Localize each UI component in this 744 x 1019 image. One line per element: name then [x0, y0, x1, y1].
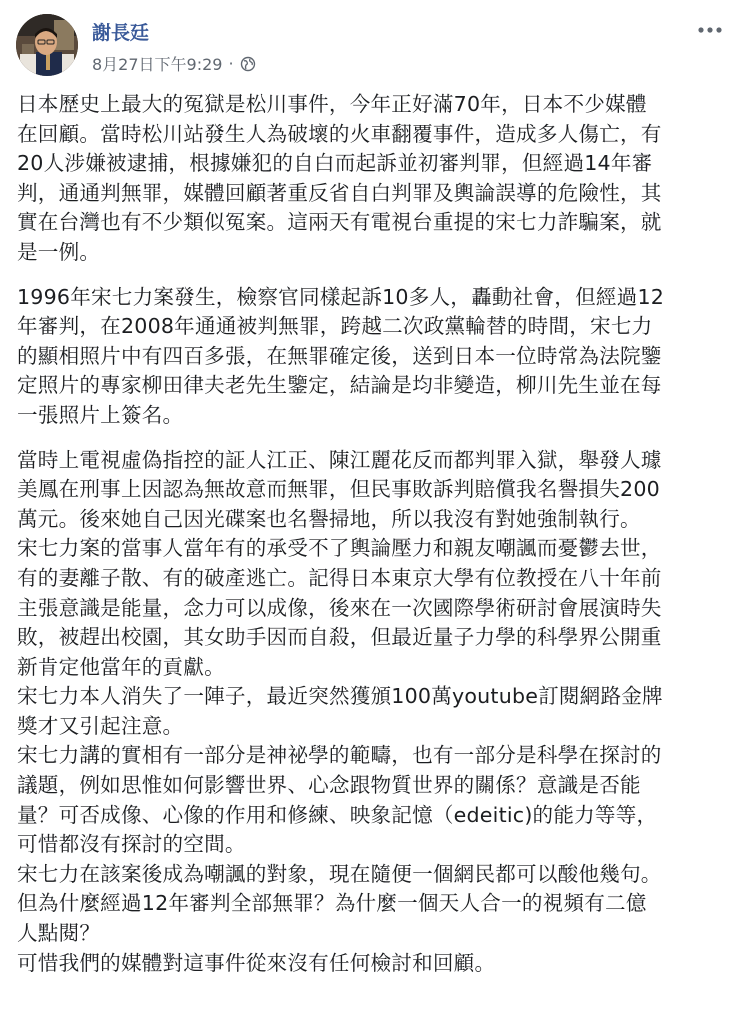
more-options-icon[interactable]: [696, 22, 724, 38]
post-meta: [92, 52, 256, 75]
post-paragraph: 當時上電視虛偽指控的証人江正、陳江麗花反而都判罪入獄，舉發人璩 美鳳在刑事上因認為無故意而無罪，但民事敗訴判賠償我名譽損失200 萬元。後來她自己因光碟案也名譽掃地，所以我沒有對她強制執行。 宋七力案的當事人當年有的承受不了輿論壓力和親友嘲諷而憂鬱去世， 有的妻離子散、有的破產逃亡。記得日本東京大學有位教授在八十年前 主張意識是能量，念力可以成像，後來在一次國際學術研討會展演時失 敗，被趕出校園，其女助手因而自殺，但最近量子力學的科學界公開重 新肯定他當年的貢獻。 宋七力本人消失了一陣子，最近突然獲頒100萬youtube訂閱網路金牌 獎才又引起注意。 宋七力講的實相有一部分是神祕學的範疇，也有一部分是科學在探討的 議題，例如思惟如何影響世界、心念跟物質世界的關係？意識是否能 量？可否成像、心像的作用和修練、映象記憶（edeitic)的能力等等， 可惜都沒有探討的空間。 宋七力在該案後成為嘲諷的對象，現在隨便一個網民都可以酸他幾句。 但為什麼經過12年審判全部無罪？為什麼一個天人合一的視頻有二億 人點閱？ 可惜我們的媒體對這事件從來沒有任何檢討和回顧。: [17, 447, 663, 975]
post-body: [17, 90, 729, 978]
author-name[interactable]: 謝長廷: [92, 22, 150, 44]
avatar-image: [16, 14, 78, 76]
post-header: [16, 12, 728, 78]
post-paragraph: 日本歷史上最大的冤獄是松川事件，今年正好滿70年，日本不少媒體 在回顧。當時松川站發生人為破壞的火車翻覆事件，造成多人傷亡，有 20人涉嫌被逮捕，根據嫌犯的自白而起訴並初審判罪，但經過14年審 判，通通判無罪，媒體回顧著重反省自白判罪及輿論誤導的危險性，其 實在台灣也有不少類似冤案。這兩天有電視台重提的宋七力詐騙案，就 是一例。: [17, 92, 662, 264]
avatar[interactable]: [16, 14, 78, 76]
meta-separator: ·: [228, 54, 234, 73]
post-timestamp[interactable]: 8月27日下午9:29: [92, 55, 223, 74]
post-paragraph: 1996年宋七力案發生，檢察官同樣起訴10多人，轟動社會，但經過12 年審判，在2008年通通被判無罪，跨越二次政黨輪替的時間，宋七力 的顯相照片中有四百多張，在無罪確定後，送到日本一位時常為法院鑒 定照片的專家柳田律夫老先生鑒定，結論是均非變造，柳川先生並在每 一張照片上簽名。: [17, 284, 665, 427]
globe-icon[interactable]: [240, 56, 256, 72]
